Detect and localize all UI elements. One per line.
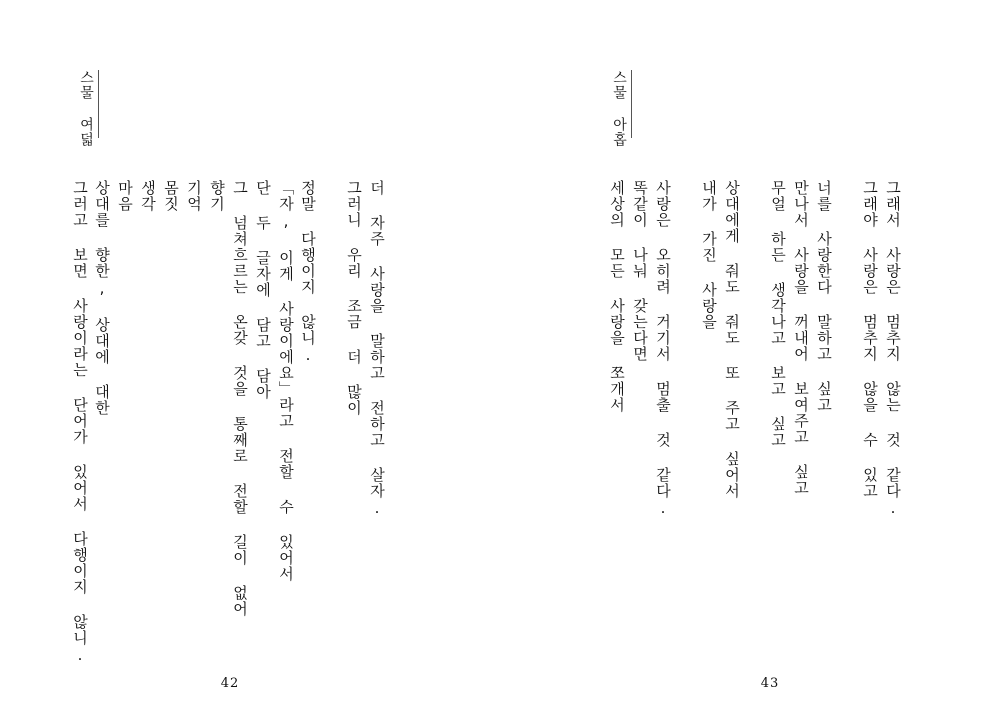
- poem-line: 너를 사랑한다 말하고 싶고: [815, 180, 833, 413]
- poem-line: 사랑은 오히려 거기서 멈출 것 같다.: [654, 180, 672, 518]
- chapter-heading: 스물 여덟: [78, 70, 94, 147]
- poem-line: 내가 가진 사랑을: [700, 180, 718, 330]
- poem-line: 똑같이 나눠 갖는다면: [631, 180, 649, 362]
- poem-line: 만나서 사랑을 꺼내어 보여주고 싶고: [792, 180, 810, 496]
- poem-line: 상대를 향한, 상대에 대한: [93, 180, 111, 416]
- poem-line: 마음: [116, 180, 134, 212]
- right-page: [500, 0, 1000, 714]
- poem-line: 상대에게 줘도 줘도 또 주고 싶어서: [723, 180, 741, 499]
- page-number: 42: [220, 676, 240, 691]
- poem-line: 그 넘쳐흐르는 온갖 것을 통째로 전할 길이 없어: [231, 180, 249, 617]
- poem-line: 향기: [208, 180, 226, 212]
- poem-line: 단 두 글자에 담고 담아: [254, 180, 272, 400]
- heading-divider: [631, 70, 632, 138]
- poem-line: 그래서 사랑은 멈추지 않는 것 같다.: [884, 180, 902, 518]
- poem-line: 그러니 우리 조금 더 많이: [345, 180, 363, 416]
- poem-line: 몸짓: [162, 180, 180, 212]
- poem-line: 「자, 이게 사랑이에요」라고 전할 수 있어서: [277, 180, 295, 582]
- page-number: 43: [760, 676, 780, 691]
- poem-line: 정말 다행이지 않니.: [299, 180, 317, 365]
- poem-line: 생각: [139, 180, 157, 212]
- poem-line: 무얼 하든 생각나고 보고 싶고: [769, 180, 787, 448]
- chapter-heading: 스물 아홉: [611, 70, 627, 147]
- poem-line: 세상의 모든 사랑을 쪼개서: [608, 180, 626, 413]
- poem-line: 더 자주 사랑을 말하고 전하고 살자.: [368, 180, 386, 518]
- heading-divider: [98, 70, 99, 138]
- poem-line: 기억: [185, 180, 203, 212]
- poem-line: 그러고 보면 사랑이라는 단어가 있어서 다행이지 않니.: [71, 180, 89, 665]
- poem-line: 그래야 사랑은 멈추지 않을 수 있고: [861, 180, 879, 499]
